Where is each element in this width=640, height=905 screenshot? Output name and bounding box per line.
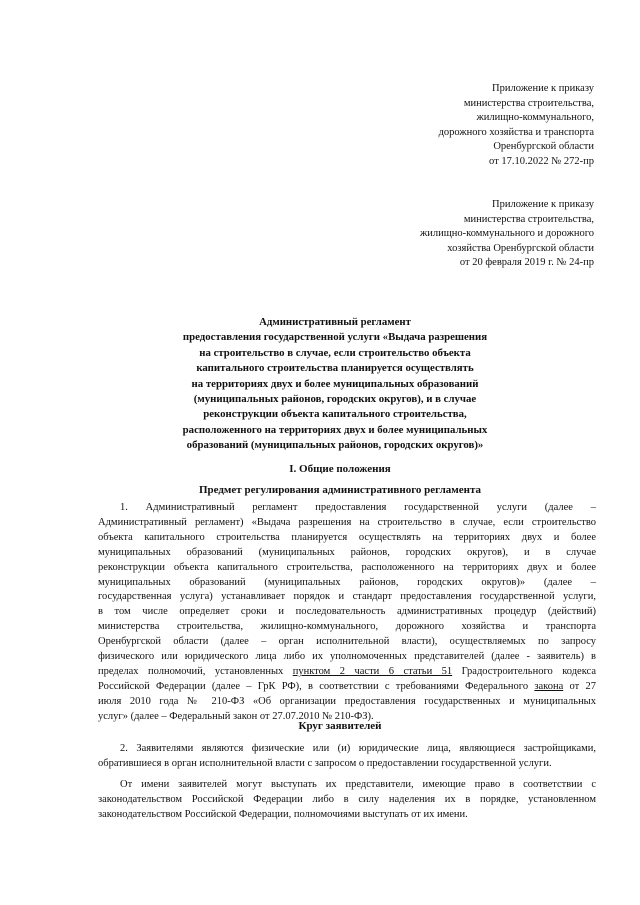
header-line: жилищно-коммунального, (476, 112, 594, 124)
text-fragment: от 27 (563, 680, 596, 692)
title-line: на территориях двух и более муниципальных образований (191, 377, 479, 390)
paragraph-1 (98, 501, 596, 725)
section-heading-applicants: Круг заявителей (298, 720, 382, 732)
paragraph-line: Оренбургской области (далее – орган исполнительной власти), осуществляемых по запросу (98, 636, 596, 648)
header-line: дорожного хозяйства и транспорта (438, 126, 594, 138)
paragraph-line: муниципальных образований (муниципальных районов, городских округов), и в случае (98, 546, 596, 558)
paragraph-2 (98, 742, 596, 772)
paragraph-line: муниципальных образований (муниципальных районов, городских округов)» (далее – (98, 576, 596, 588)
appendix-header-current (300, 82, 594, 170)
title-line: капитального строительства планируется осуществлять (196, 362, 474, 375)
paragraph-line: законодательством Российской Федерации либо в силу наделения их в порядке, установленном (98, 793, 596, 805)
paragraph-line: 1. Административный регламент предоставления государственной услуги (далее – (120, 502, 596, 513)
paragraph-line: Административный регламент) «Выдача разрешения на строительство в случае, если строительство (98, 516, 596, 528)
title-line: предоставления государственной услуги «Выдача разрешения (182, 331, 488, 344)
title-line: реконструкции объекта капитального строительства, (203, 408, 467, 421)
federal-law-link[interactable]: закона (534, 680, 564, 692)
title-line: (муниципальных районов, городских округов), и в случае (193, 393, 477, 406)
subsection-heading-subject: Предмет регулирования административного регламента (198, 484, 482, 496)
paragraph-line: обратившиеся в орган исполнительной власти с запросом о предоставлении государственной услуги. (98, 757, 552, 769)
title-line: Административный регламент (259, 316, 411, 328)
paragraph-line (98, 665, 596, 680)
paragraph-line: От имени заявителей могут выступать их представители, имеющие право в соответствии с (120, 779, 596, 790)
paragraph-line: 2. Заявителями являются физические или (и) юридические лица, являющиеся застройщиками, (120, 743, 596, 754)
paragraph-line: физического или юридического лица либо их уполномоченных представителей (далее - заявитель) в (98, 651, 596, 663)
text-fragment: Российской Федерации (далее – ГрК РФ), в соответствии с требованиями Федерального (98, 680, 535, 692)
title-line: на строительство в случае, если строительство объекта (199, 346, 471, 359)
law-reference-link[interactable]: пунктом 2 части 6 статьи 51 (292, 665, 453, 677)
section-heading-general: I. Общие положения (289, 463, 391, 475)
title-line: образований (муниципальных районов, городских округов)» (186, 439, 484, 452)
text-fragment: Градостроительного кодекса (452, 665, 596, 677)
paragraph-line: государственная услуга) устанавливает порядок и стандарт предоставления государственной услуги, (98, 591, 596, 603)
header-line: министерства строительства, (463, 97, 594, 109)
paragraph-line: законодательством Российской Федерации, полномочиями выступать от их имени. (98, 808, 468, 820)
header-line: Приложение к приказу (492, 83, 594, 94)
header-line: министерства строительства, (463, 213, 594, 225)
text-fragment: пределах полномочий, установленных (98, 665, 293, 677)
paragraph-line: объекта капитального строительства планируется осуществлять на территориях двух и более (98, 531, 596, 543)
document-title (140, 315, 530, 454)
header-line: от 17.10.2022 № 272-пр (489, 155, 594, 167)
paragraph-line: июля 2010 года № 210-ФЗ «Об организации предоставления государственных и муниципальных (98, 695, 596, 707)
paragraph-line: в том числе определяет сроки и последовательность административных процедур (действий) (98, 606, 596, 618)
paragraph-line: реконструкции объекта капитального строительства, расположенного на территориях двух и более (98, 561, 596, 573)
header-line: Оренбургской области (493, 141, 594, 153)
header-line: жилищно-коммунального и дорожного (419, 228, 594, 240)
title-line: расположенного на территориях двух и более муниципальных (182, 423, 488, 436)
header-line: Приложение к приказу (492, 199, 594, 210)
paragraph-line (98, 680, 596, 695)
appendix-header-original (300, 198, 594, 271)
header-line: от 20 февраля 2019 г. № 24-пр (459, 257, 594, 269)
paragraph-line: услуг» (далее – Федеральный закон от 27.07.2010 № 210-ФЗ). (98, 710, 374, 722)
paragraph-line: министерства строительства, жилищно-коммунального, дорожного хозяйства и транспорта (98, 621, 596, 633)
header-line: хозяйства Оренбургской области (447, 242, 594, 254)
paragraph-3 (98, 778, 596, 823)
